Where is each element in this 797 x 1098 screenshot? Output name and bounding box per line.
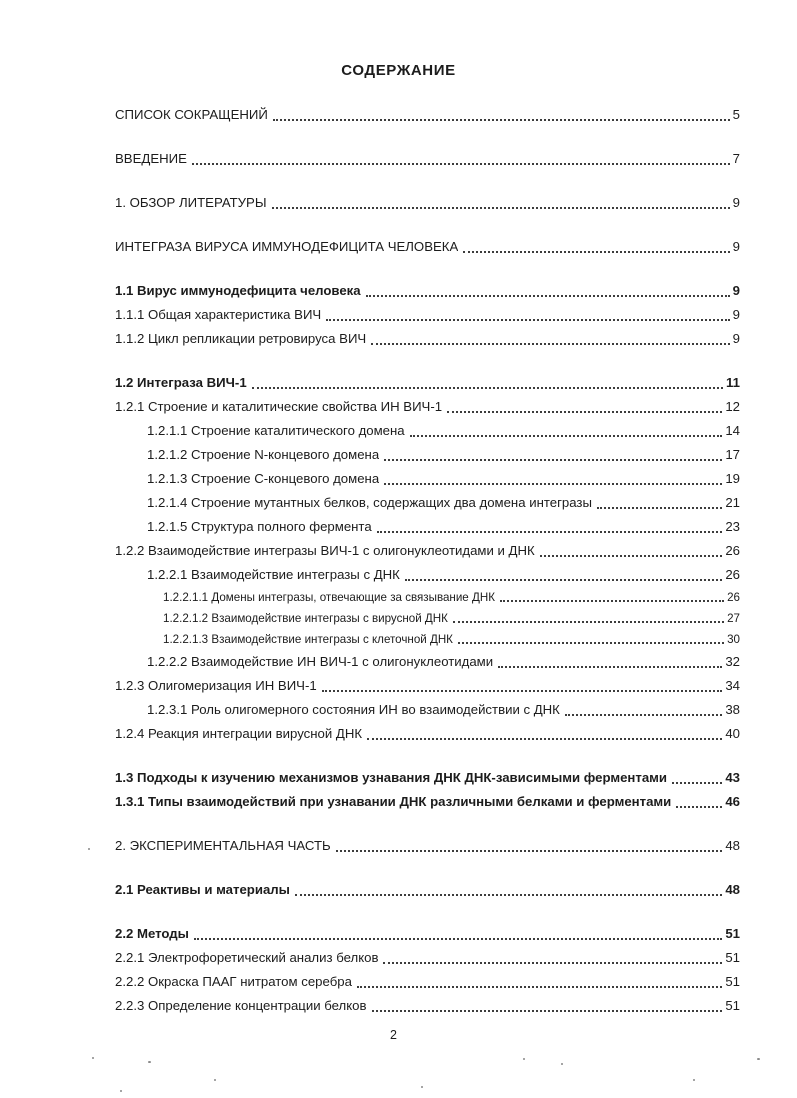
- toc-group: [115, 147, 740, 171]
- dot-leader: [597, 507, 722, 509]
- dot-leader: [252, 387, 723, 389]
- toc-entry: [115, 790, 740, 814]
- toc-entry-page: 7: [732, 151, 740, 166]
- dot-leader: [672, 782, 722, 784]
- toc-entry-label: 1.1 Вирус иммунодефицита человека: [115, 283, 361, 298]
- toc-entry-label: 1.2.4 Реакция интеграции вирусной ДНК: [115, 726, 363, 741]
- toc-entry-label: 1.2.1.4 Строение мутантных белков, содержащих два домена интегразы: [147, 495, 592, 510]
- toc-entry: [115, 922, 740, 946]
- toc-entry-label: 1.3 Подходы к изучению механизмов узнавания ДНК ДНК-зависимыми ферментами: [115, 770, 668, 785]
- toc-entry-label: 2.2 Методы: [115, 926, 189, 941]
- toc-entry: [115, 515, 740, 539]
- toc-entry-label: 2. ЭКСПЕРИМЕНТАЛЬНАЯ ЧАСТЬ: [115, 838, 331, 853]
- toc-entry: [115, 674, 740, 698]
- dot-leader: [295, 894, 722, 896]
- scan-speck: [148, 1061, 151, 1063]
- toc-entry-page: 38: [725, 702, 740, 717]
- dot-leader: [676, 806, 722, 808]
- dot-leader: [410, 435, 723, 437]
- toc-group: [115, 834, 740, 858]
- toc-entry: [115, 303, 740, 327]
- toc-entry: [115, 191, 740, 215]
- dot-leader: [463, 251, 729, 253]
- toc-entry-label: 1.2.1.1 Строение каталитического домена: [147, 423, 405, 438]
- toc-entry-label: 1.2.2.1.3 Взаимодействие интегразы с клеточной ДНК: [163, 633, 453, 646]
- dot-leader: [194, 938, 722, 940]
- dot-leader: [447, 411, 722, 413]
- toc-entry-label: 1.2.1.2 Строение N-концевого домена: [147, 447, 380, 462]
- dot-leader: [372, 1010, 723, 1012]
- toc-entry: [115, 327, 740, 351]
- dot-leader: [540, 555, 723, 557]
- dot-leader: [367, 738, 722, 740]
- toc-entry: [115, 629, 740, 650]
- toc-entry-page: 51: [725, 950, 740, 965]
- scan-speck: [693, 1079, 695, 1081]
- toc-entry-label: 1.2.2.1.2 Взаимодействие интегразы с вирусной ДНК: [163, 612, 448, 625]
- page-title: СОДЕРЖАНИЕ: [341, 62, 456, 79]
- toc-entry-page: 46: [725, 794, 740, 809]
- dot-leader: [383, 962, 722, 964]
- toc-entry-page: 19: [725, 471, 740, 486]
- toc-entry-label: 1.2.3.1 Роль олигомерного состояния ИН во взаимодействии с ДНК: [147, 702, 560, 717]
- dot-leader: [326, 319, 729, 321]
- dot-leader: [453, 621, 724, 623]
- toc-entry: [115, 878, 740, 902]
- toc-entry-page: 14: [725, 423, 740, 438]
- toc-entry-page: 26: [727, 591, 740, 604]
- scan-speck: [523, 1058, 525, 1060]
- toc-entry-label: ВВЕДЕНИЕ: [115, 151, 187, 166]
- toc-entry: [115, 766, 740, 790]
- toc-entry-page: 9: [732, 283, 740, 298]
- dot-leader: [192, 163, 730, 165]
- toc-entry: [115, 371, 740, 395]
- toc-entry: [115, 103, 740, 127]
- dot-leader: [336, 850, 723, 852]
- toc-entry-page: 9: [732, 307, 740, 322]
- toc-entry-label: 1.2.1.3 Строение С-концевого домена: [147, 471, 380, 486]
- dot-leader: [272, 207, 730, 209]
- toc-entry-label: 1.1.2 Цикл репликации ретровируса ВИЧ: [115, 331, 367, 346]
- scan-speck: [120, 1090, 122, 1092]
- toc-entry: [115, 698, 740, 722]
- toc-group: [115, 371, 740, 746]
- dot-leader: [366, 295, 730, 297]
- toc-entry-page: 11: [726, 375, 740, 390]
- toc-entry: [115, 539, 740, 563]
- toc-entry: [115, 491, 740, 515]
- toc-entry-page: 9: [732, 331, 740, 346]
- toc-group: [115, 922, 740, 1018]
- toc-entry: [115, 443, 740, 467]
- dot-leader: [565, 714, 722, 716]
- toc-entry-label: 1.2.2.1 Взаимодействие интегразы с ДНК: [147, 567, 400, 582]
- scan-speck: [92, 1057, 94, 1059]
- toc-entry-page: 26: [725, 567, 740, 582]
- dot-leader: [273, 119, 730, 121]
- toc-entry: [115, 608, 740, 629]
- dot-leader: [500, 600, 724, 602]
- toc-entry-page: 32: [725, 654, 740, 669]
- toc-entry-label: 2.2.1 Электрофоретический анализ белков: [115, 950, 379, 965]
- toc-entry: [115, 650, 740, 674]
- toc-entry-label: 2.1 Реактивы и материалы: [115, 882, 290, 897]
- toc-entry: [115, 235, 740, 259]
- toc-entry-page: 43: [725, 770, 740, 785]
- toc-entry-page: 40: [725, 726, 740, 741]
- toc-entry-page: 27: [727, 612, 740, 625]
- toc-group: [115, 103, 740, 127]
- toc-group: [115, 766, 740, 814]
- toc-entry: [115, 722, 740, 746]
- toc-entry-label: 1.1.1 Общая характеристика ВИЧ: [115, 307, 322, 322]
- dot-leader: [357, 986, 722, 988]
- toc-entry-page: 48: [725, 882, 740, 897]
- scan-speck: [88, 848, 90, 850]
- toc-group: [115, 191, 740, 215]
- toc-entry-label: СПИСОК СОКРАЩЕНИЙ: [115, 107, 268, 122]
- toc-entry-label: 1.2.2.1.1 Домены интегразы, отвечающие за связывание ДНК: [163, 591, 495, 604]
- toc-group: [115, 878, 740, 902]
- scan-speck: [214, 1079, 216, 1081]
- scan-speck: [561, 1063, 563, 1065]
- toc-entry-page: 30: [727, 633, 740, 646]
- toc-entry-page: 34: [725, 678, 740, 693]
- toc-entry-label: 1.2.1 Строение и каталитические свойства ИН ВИЧ-1: [115, 399, 443, 414]
- toc-entry: [115, 419, 740, 443]
- toc-entry-page: 21: [725, 495, 740, 510]
- toc-entry-page: 51: [725, 998, 740, 1013]
- dot-leader: [384, 483, 722, 485]
- toc-entry-page: 51: [725, 974, 740, 989]
- toc-entry-label: ИНТЕГРАЗА ВИРУСА ИММУНОДЕФИЦИТА ЧЕЛОВЕКА: [115, 239, 459, 254]
- toc-entry-page: 9: [732, 239, 740, 254]
- toc-entry-label: 1.3.1 Типы взаимодействий при узнавании ДНК различными белками и ферментами: [115, 794, 672, 809]
- dot-leader: [371, 343, 729, 345]
- toc-entry-label: 1.2 Интеграза ВИЧ-1: [115, 375, 247, 390]
- toc-entry: [115, 279, 740, 303]
- toc-entry-label: 1. ОБЗОР ЛИТЕРАТУРЫ: [115, 195, 267, 210]
- toc-entry-page: 48: [725, 838, 740, 853]
- toc-entry-label: 1.2.1.5 Структура полного фермента: [147, 519, 372, 534]
- toc-entry-page: 12: [725, 399, 740, 414]
- dot-leader: [377, 531, 723, 533]
- toc-entry: [115, 563, 740, 587]
- toc-entry-page: 23: [725, 519, 740, 534]
- toc-entry: [115, 467, 740, 491]
- toc-entry-label: 1.2.3 Олигомеризация ИН ВИЧ-1: [115, 678, 317, 693]
- toc-entry-page: 51: [725, 926, 740, 941]
- page-number: 2: [390, 1028, 397, 1042]
- table-of-contents: [115, 103, 740, 1018]
- dot-leader: [384, 459, 722, 461]
- dot-leader: [405, 579, 722, 581]
- toc-entry-page: 17: [725, 447, 740, 462]
- toc-entry-page: 26: [725, 543, 740, 558]
- toc-entry-label: 1.2.2.2 Взаимодействие ИН ВИЧ-1 с олигонуклеотидами: [147, 654, 494, 669]
- toc-entry-page: 9: [732, 195, 740, 210]
- toc-entry-label: 1.2.2 Взаимодействие интегразы ВИЧ-1 с олигонуклеотидами и ДНК: [115, 543, 535, 558]
- toc-entry: [115, 946, 740, 970]
- toc-entry-label: 2.2.3 Определение концентрации белков: [115, 998, 367, 1013]
- toc-entry: [115, 587, 740, 608]
- dot-leader: [458, 642, 724, 644]
- toc-entry: [115, 147, 740, 171]
- toc-entry-label: 2.2.2 Окраска ПААГ нитратом серебра: [115, 974, 352, 989]
- toc-entry: [115, 834, 740, 858]
- toc-entry: [115, 970, 740, 994]
- toc-group: [115, 235, 740, 259]
- scan-speck: [757, 1058, 760, 1060]
- dot-leader: [498, 666, 722, 668]
- toc-entry: [115, 395, 740, 419]
- toc-entry: [115, 994, 740, 1018]
- toc-entry-page: 5: [732, 107, 740, 122]
- dot-leader: [322, 690, 723, 692]
- toc-group: [115, 279, 740, 351]
- scan-speck: [421, 1086, 423, 1088]
